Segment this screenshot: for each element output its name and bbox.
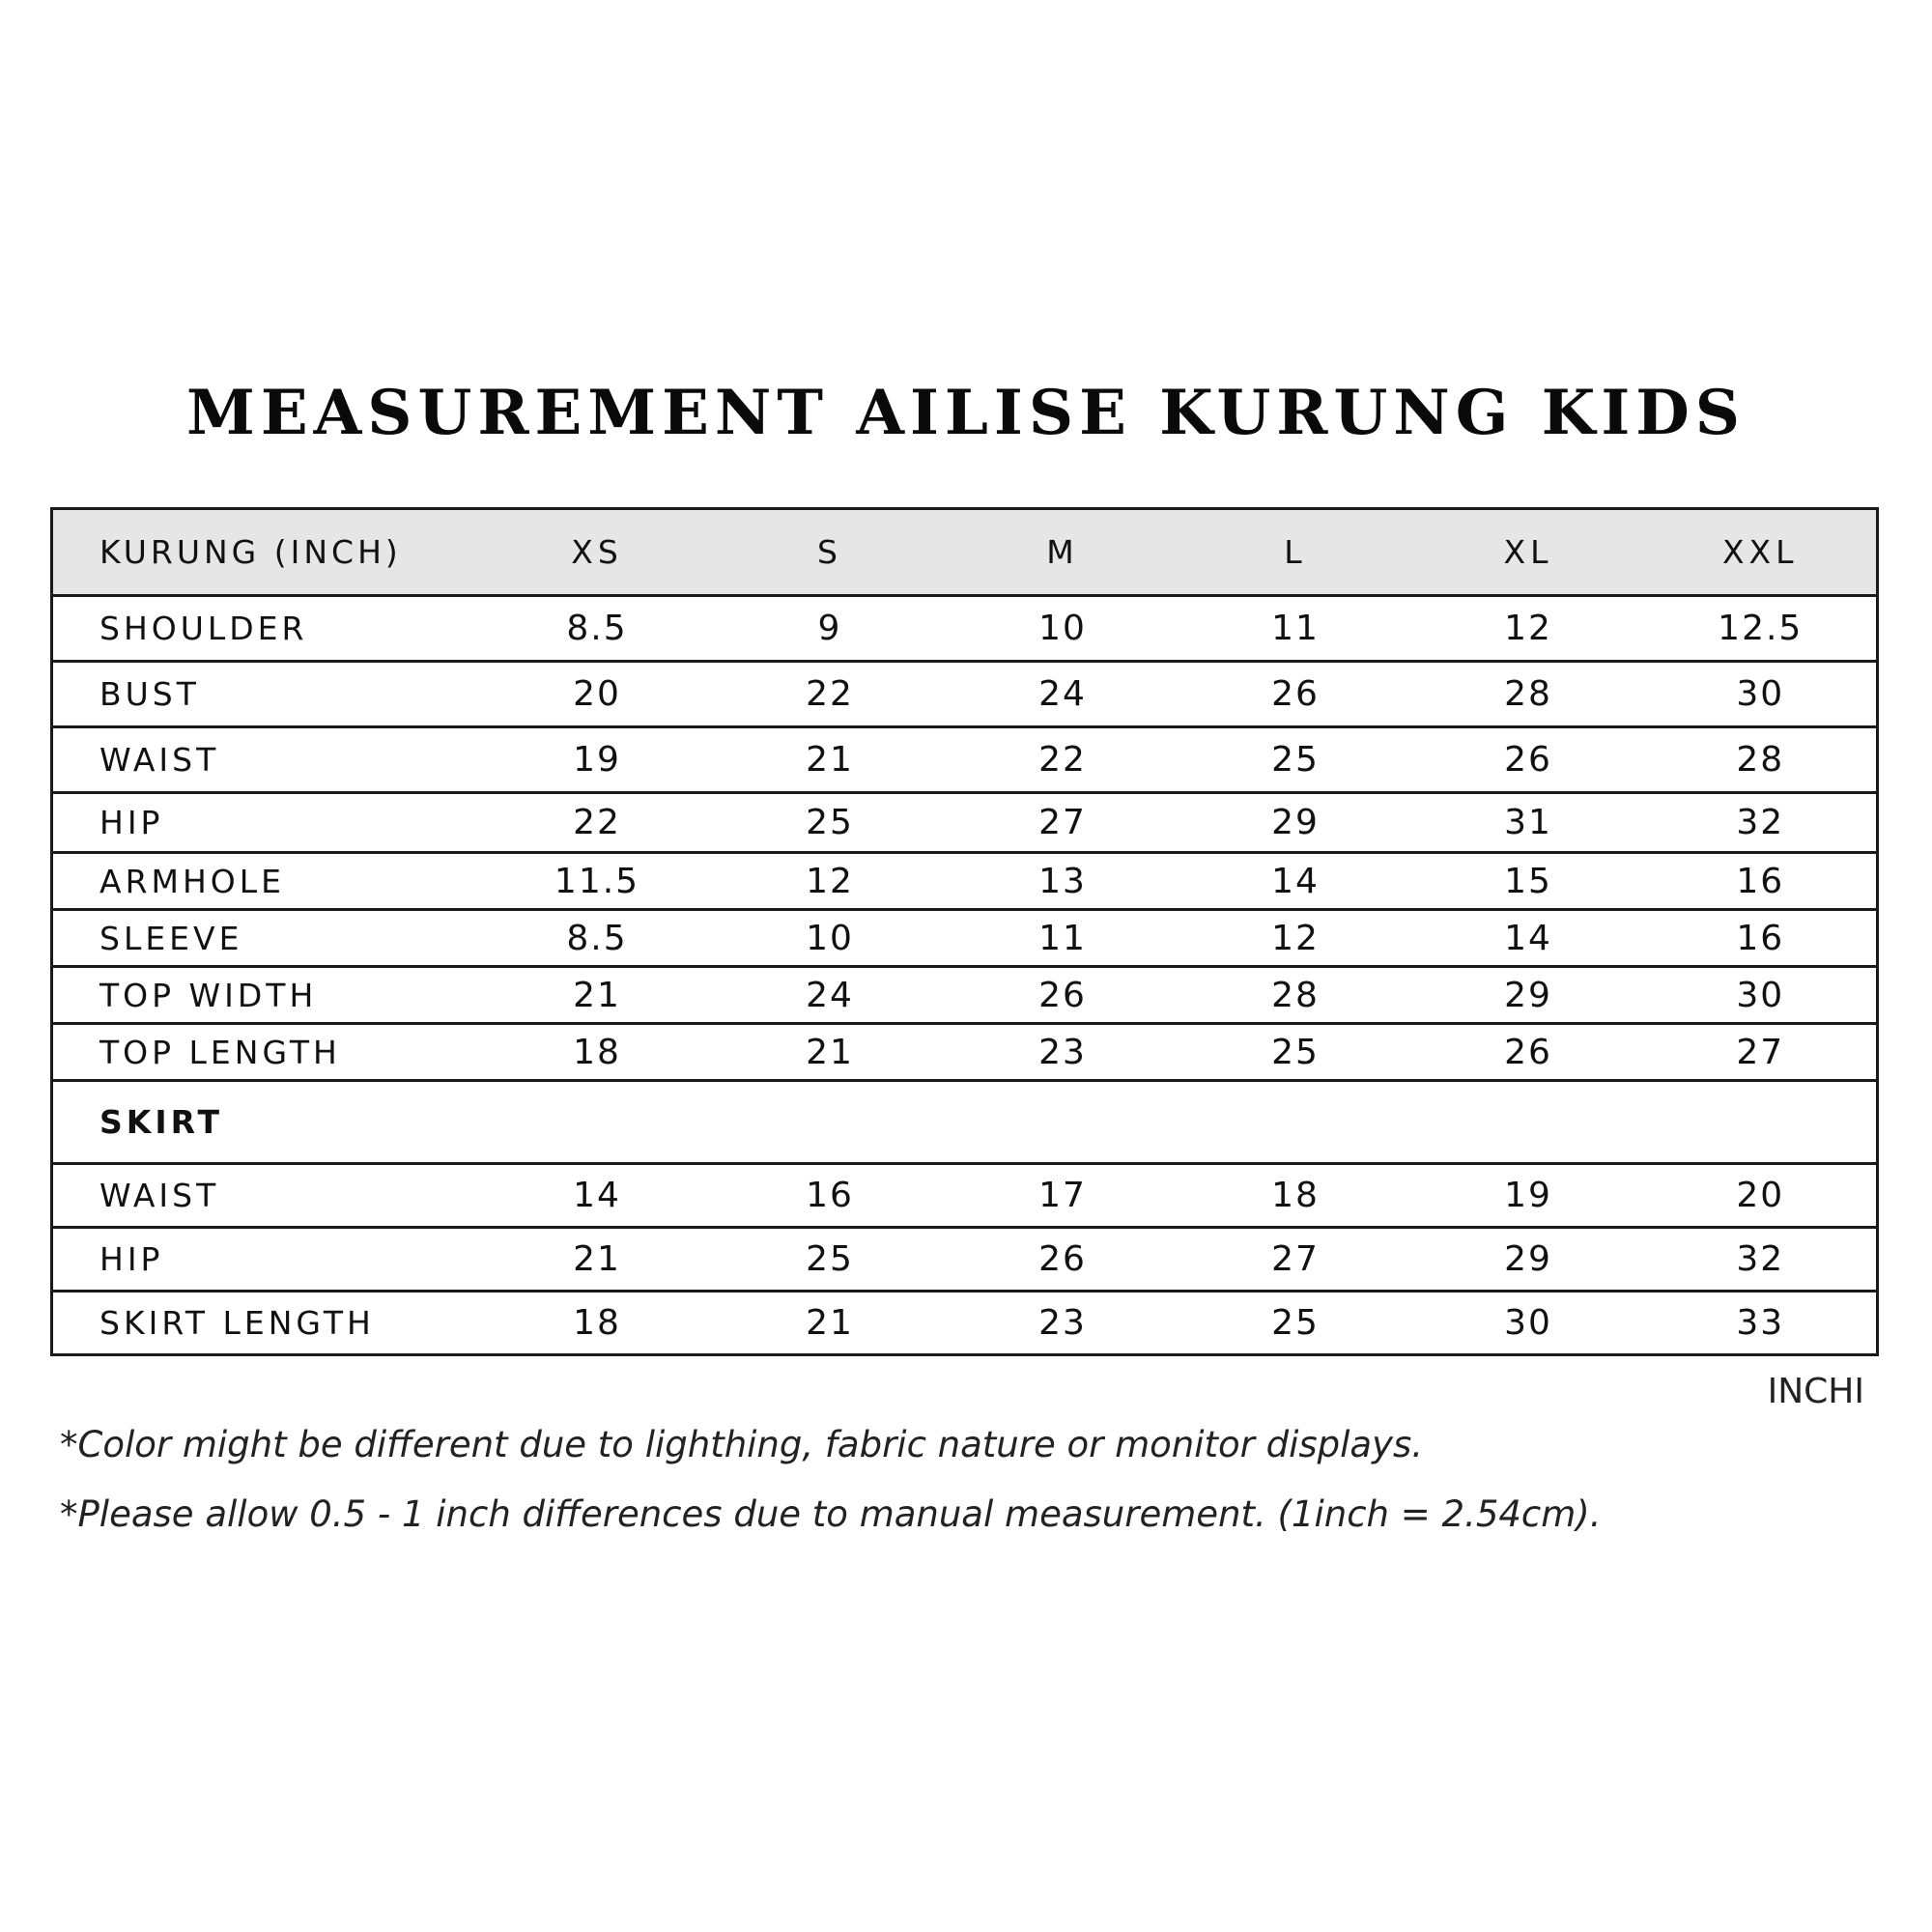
measurement-disclaimer: *Please allow 0.5 - 1 inch differences due to manual measurement. (1inch = 2.54cm). bbox=[60, 1493, 1602, 1535]
table-cell: 32 bbox=[1736, 803, 1785, 842]
row-label: WAIST bbox=[99, 741, 220, 779]
table-cell: 14 bbox=[1271, 861, 1320, 901]
row-label: BUST bbox=[99, 675, 200, 713]
page-title: MEASUREMENT AILISE KURUNG KIDS bbox=[186, 377, 1746, 449]
table-cell: 25 bbox=[806, 803, 854, 842]
table-cell: 16 bbox=[806, 1176, 854, 1215]
skirt-section-row bbox=[52, 1081, 1878, 1164]
table-cell: 21 bbox=[806, 1303, 854, 1343]
table-cell: 10 bbox=[1038, 609, 1087, 648]
table-cell: 8.5 bbox=[566, 609, 628, 648]
table-row bbox=[52, 1292, 1878, 1355]
table-cell: 8.5 bbox=[566, 918, 628, 958]
table-cell: 32 bbox=[1736, 1239, 1785, 1279]
header-size-s: S bbox=[817, 533, 842, 571]
table-cell: 28 bbox=[1504, 674, 1552, 714]
header-size-xs: XS bbox=[571, 533, 623, 571]
table-cell: 26 bbox=[1271, 674, 1320, 714]
table-cell: 23 bbox=[1038, 1303, 1087, 1343]
table-cell: 20 bbox=[573, 674, 621, 714]
table-cell: 28 bbox=[1736, 740, 1785, 780]
table-cell: 22 bbox=[806, 674, 854, 714]
table-cell: 9 bbox=[817, 609, 842, 648]
skirt-section-label: SKIRT bbox=[99, 1103, 224, 1141]
row-label: WAIST bbox=[99, 1177, 220, 1214]
table-header-row bbox=[52, 509, 1878, 596]
table-cell: 25 bbox=[1271, 1303, 1320, 1343]
table-cell: 11 bbox=[1038, 918, 1087, 958]
table-cell: 19 bbox=[573, 740, 621, 780]
table-cell: 18 bbox=[1271, 1176, 1320, 1215]
table-row bbox=[52, 1024, 1878, 1081]
row-label: ARMHOLE bbox=[99, 862, 286, 900]
table-cell: 25 bbox=[1271, 740, 1320, 780]
table-cell: 22 bbox=[573, 803, 621, 842]
table-cell: 24 bbox=[1038, 674, 1087, 714]
row-label: SKIRT LENGTH bbox=[99, 1304, 375, 1342]
header-size-l: L bbox=[1284, 533, 1307, 571]
row-label: HIP bbox=[99, 1240, 164, 1278]
table-cell: 22 bbox=[1038, 740, 1087, 780]
table-cell: 20 bbox=[1736, 1176, 1785, 1215]
table-cell: 18 bbox=[573, 1303, 621, 1343]
size-chart bbox=[50, 507, 1878, 1356]
table-cell: 15 bbox=[1504, 861, 1552, 901]
table-cell: 26 bbox=[1038, 975, 1087, 1015]
table-cell: 16 bbox=[1736, 861, 1785, 901]
measurement-table bbox=[50, 507, 1879, 1356]
table-cell: 27 bbox=[1271, 1239, 1320, 1279]
table-cell: 14 bbox=[1504, 918, 1552, 958]
table-cell: 29 bbox=[1271, 803, 1320, 842]
table-cell: 31 bbox=[1504, 803, 1552, 842]
row-label: TOP LENGTH bbox=[99, 1033, 341, 1071]
row-label: SLEEVE bbox=[99, 919, 243, 957]
table-cell: 11.5 bbox=[554, 861, 640, 901]
table-cell: 26 bbox=[1504, 1032, 1552, 1072]
table-cell: 21 bbox=[573, 1239, 621, 1279]
table-row bbox=[52, 1164, 1878, 1228]
header-size-m: M bbox=[1046, 533, 1079, 571]
table-cell: 12 bbox=[1271, 918, 1320, 958]
table-cell: 30 bbox=[1736, 674, 1785, 714]
table-row bbox=[52, 793, 1878, 853]
table-row bbox=[52, 662, 1878, 727]
table-cell: 18 bbox=[573, 1032, 621, 1072]
table-row bbox=[52, 596, 1878, 662]
table-cell: 25 bbox=[1271, 1032, 1320, 1072]
table-cell: 12 bbox=[1504, 609, 1552, 648]
row-label: TOP WIDTH bbox=[99, 976, 318, 1014]
table-cell: 10 bbox=[806, 918, 854, 958]
table-row bbox=[52, 910, 1878, 967]
table-cell: 13 bbox=[1038, 861, 1087, 901]
table-cell: 17 bbox=[1038, 1176, 1087, 1215]
table-cell: 26 bbox=[1504, 740, 1552, 780]
table-cell: 30 bbox=[1736, 975, 1785, 1015]
unit-label: INCHI bbox=[1767, 1372, 1864, 1411]
table-cell: 19 bbox=[1504, 1176, 1552, 1215]
table-cell: 21 bbox=[806, 740, 854, 780]
table-row bbox=[52, 727, 1878, 793]
table-cell: 26 bbox=[1038, 1239, 1087, 1279]
table-cell: 25 bbox=[806, 1239, 854, 1279]
table-cell: 12 bbox=[806, 861, 854, 901]
table-cell: 29 bbox=[1504, 975, 1552, 1015]
header-size-xl: XL bbox=[1503, 533, 1553, 571]
table-cell: 27 bbox=[1736, 1032, 1785, 1072]
header-size-xxl: XXL bbox=[1721, 533, 1799, 571]
table-row bbox=[52, 853, 1878, 910]
table-cell: 21 bbox=[573, 975, 621, 1015]
table-cell: 11 bbox=[1271, 609, 1320, 648]
table-cell: 12.5 bbox=[1718, 609, 1804, 648]
table-row bbox=[52, 1228, 1878, 1292]
row-label: HIP bbox=[99, 804, 164, 841]
table-cell: 14 bbox=[573, 1176, 621, 1215]
color-disclaimer: *Color might be different due to lighthing, fabric nature or monitor displays. bbox=[60, 1424, 1424, 1465]
table-cell: 30 bbox=[1504, 1303, 1552, 1343]
table-cell: 23 bbox=[1038, 1032, 1087, 1072]
table-cell: 28 bbox=[1271, 975, 1320, 1015]
row-label: SHOULDER bbox=[99, 610, 308, 647]
header-label: KURUNG (INCH) bbox=[99, 533, 402, 571]
table-row bbox=[52, 967, 1878, 1024]
table-cell: 29 bbox=[1504, 1239, 1552, 1279]
table-cell: 24 bbox=[806, 975, 854, 1015]
table-cell: 33 bbox=[1736, 1303, 1785, 1343]
table-cell: 27 bbox=[1038, 803, 1087, 842]
table-cell: 21 bbox=[806, 1032, 854, 1072]
table-cell: 16 bbox=[1736, 918, 1785, 958]
